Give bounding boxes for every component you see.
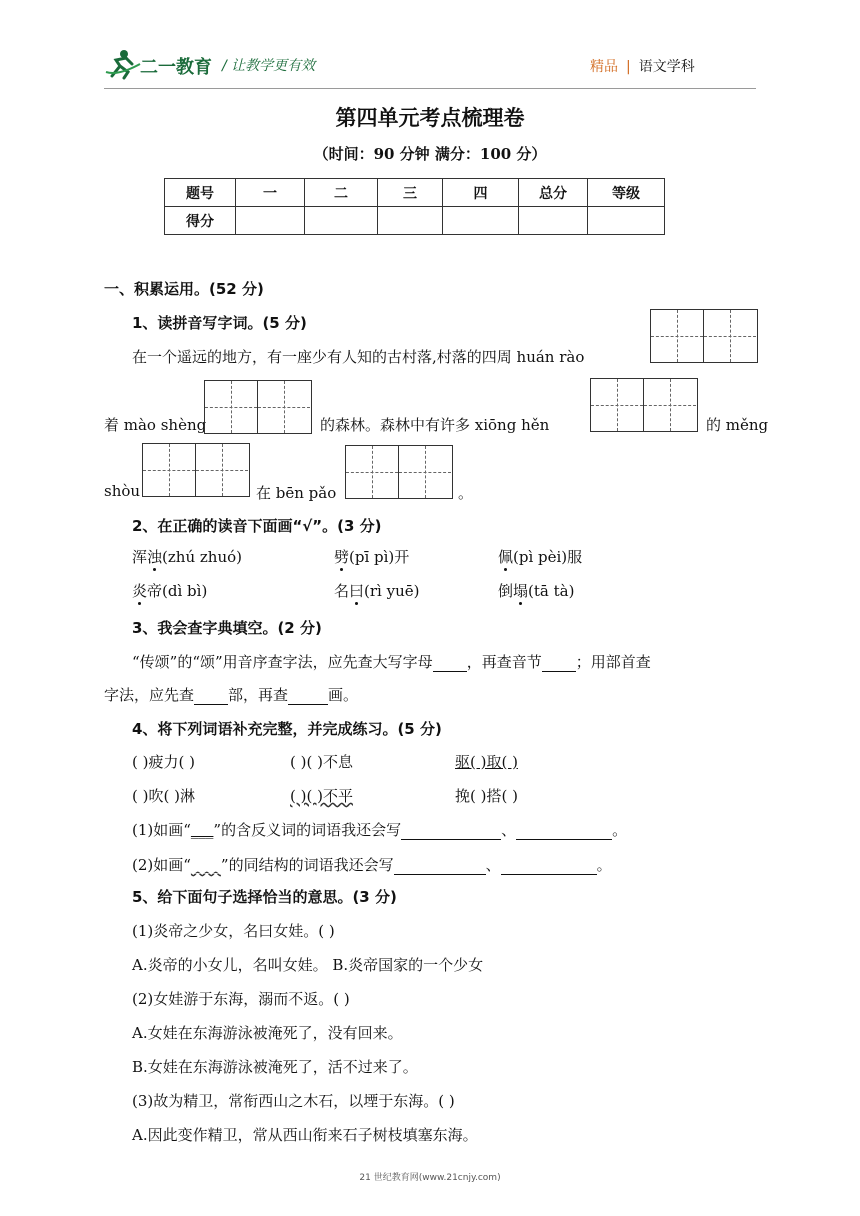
q4-text: ”的同结构的词语我还会写 — [220, 856, 394, 874]
table-cell: 三 — [378, 179, 443, 207]
char-dotted: 佩 — [498, 548, 514, 566]
page-footer: 21 世纪教育网(www.21cnjy.com) — [359, 1173, 501, 1183]
header-right — [590, 56, 695, 76]
q4-text: (2)如画“ — [132, 856, 191, 874]
q2-item[interactable] — [498, 546, 582, 567]
table-cell: 得分 — [165, 207, 236, 235]
question-1-title: 1、读拼音写字词。(5 分) — [132, 314, 307, 332]
q4-text: ”的含反义词的词语我还会写 — [213, 821, 402, 839]
pinyin-writing-grid[interactable] — [142, 443, 250, 497]
question-2-title: 2、在正确的读音下面画“√”。(3 分) — [132, 517, 382, 535]
pinyin-options: (pī pì)开 — [349, 548, 410, 566]
char-dotted: 炎 — [132, 582, 148, 600]
answer-blank[interactable] — [433, 653, 467, 672]
q2-item[interactable] — [132, 580, 207, 601]
running-man-icon — [106, 50, 140, 78]
q3-text: ；用部首查 — [575, 653, 651, 671]
q5-line: A.因此变作精卫，常从西山衔来石子树枝填塞东海。 — [132, 1126, 478, 1144]
q4-text: (1)如画“ — [132, 821, 191, 839]
q3-text: 部，再查 — [228, 686, 289, 704]
table-cell: 总分 — [519, 179, 588, 207]
char-dotted: 曰 — [349, 582, 365, 600]
q5-line: (2)女娃游于东海，溺而不返。( ) — [132, 990, 350, 1008]
idiom-blank-underlined[interactable]: 驱( )取( ) — [455, 753, 518, 771]
header-slogan: / 让教学更有效 — [222, 58, 316, 74]
char: 倒 — [498, 582, 514, 600]
pinyin-writing-grid[interactable] — [204, 380, 312, 434]
q2-item[interactable] — [334, 546, 409, 567]
q2-item[interactable] — [498, 580, 574, 601]
q1-line2-a: 着 mào shèng — [104, 416, 207, 434]
header-rule — [104, 88, 756, 89]
score-input-cell[interactable] — [236, 207, 305, 235]
q4-text: 、 — [501, 821, 517, 839]
idiom-blank[interactable]: ( )( )不息 — [290, 753, 353, 771]
char-dotted: 塌 — [513, 582, 529, 600]
q2-item[interactable] — [334, 580, 419, 601]
pinyin-writing-grid[interactable] — [650, 309, 758, 363]
question-4-title: 4、将下列词语补充完整，并完成练习。(5 分) — [132, 720, 442, 738]
answer-blank[interactable] — [501, 856, 597, 875]
q2-item[interactable] — [132, 546, 242, 567]
subject-label: 语文学科 — [638, 59, 695, 75]
section-heading: 一、积累运用。(52 分) — [104, 280, 264, 298]
idiom-blank[interactable]: 挽( )搭( ) — [455, 787, 518, 805]
score-input-cell[interactable] — [519, 207, 588, 235]
answer-blank[interactable] — [288, 686, 328, 705]
answer-blank[interactable] — [401, 821, 501, 840]
idiom-blank[interactable]: ( )疲力( ) — [132, 753, 195, 771]
answer-blank[interactable] — [394, 856, 486, 875]
q3-text: ，再查音节 — [466, 653, 542, 671]
logo-text: 二一教育 — [140, 57, 212, 78]
underline-mark: ___ — [190, 821, 214, 839]
q5-line: (3)故为精卫，常衔西山之木石，以堙于东海。( ) — [132, 1092, 455, 1110]
quality-label: 精品 — [590, 59, 618, 75]
q1-line2-b: 的森林。森林中有许多 xiōng hěn — [320, 416, 550, 434]
q5-line: A.炎帝的小女儿，名叫女娃。 B.炎帝国家的一个少女 — [132, 956, 484, 974]
q3-text: 字法，应先查 — [104, 686, 195, 704]
score-table-row — [165, 207, 665, 235]
score-input-cell[interactable] — [443, 207, 519, 235]
char: 帝 — [147, 582, 163, 600]
q3-text: 画。 — [328, 686, 359, 704]
score-table-header-row — [165, 179, 665, 207]
answer-blank[interactable] — [542, 653, 576, 672]
idiom-blank[interactable]: ( )吹( )淋 — [132, 787, 195, 805]
pinyin-options: (zhú zhuó) — [162, 548, 242, 566]
q5-line: (1)炎帝之少女，名曰女娃。( ) — [132, 922, 335, 940]
score-input-cell[interactable] — [378, 207, 443, 235]
score-input-cell[interactable] — [588, 207, 665, 235]
q1-line3-a: shòu — [104, 482, 141, 500]
table-cell: 四 — [443, 179, 519, 207]
page-subtitle: （时间：90 分钟 满分：100 分） — [313, 145, 547, 163]
q4-practice-2 — [132, 854, 612, 875]
pinyin-writing-grid[interactable] — [345, 445, 453, 499]
q3-text: “传颂”的“颂”用音序查字法，应先查大写字母 — [132, 653, 433, 671]
pinyin-options: (rì yuē) — [364, 582, 420, 600]
score-table — [164, 178, 665, 235]
char: 浑 — [132, 548, 148, 566]
q5-line: A.女娃在东海游泳被淹死了，没有回来。 — [132, 1024, 403, 1042]
pinyin-options: (pì pèi)服 — [513, 548, 583, 566]
char-dotted: 浊 — [147, 548, 163, 566]
q1-line2-c: 的 měng — [706, 416, 769, 434]
site-logo — [104, 46, 218, 82]
q1-line3-c: 。 — [458, 484, 474, 502]
q5-line: B.女娃在东海游泳被淹死了，活不过来了。 — [132, 1058, 418, 1076]
idiom-blank-wavy[interactable]: ( )( )不平 — [290, 787, 353, 805]
table-cell: 题号 — [165, 179, 236, 207]
q4-text: 。 — [596, 856, 612, 874]
table-cell: 一 — [236, 179, 305, 207]
q4-text: 。 — [612, 821, 628, 839]
score-input-cell[interactable] — [305, 207, 378, 235]
table-cell: 二 — [305, 179, 378, 207]
char: 名 — [334, 582, 350, 600]
question-3-title: 3、我会查字典填空。(2 分) — [132, 619, 322, 637]
table-cell: 等级 — [588, 179, 665, 207]
answer-blank[interactable] — [194, 686, 228, 705]
char-dotted: 劈 — [334, 548, 350, 566]
page-title: 第四单元考点梳理卷 — [335, 106, 525, 130]
q3-line1 — [132, 651, 651, 672]
pinyin-options: (dì bì) — [162, 582, 208, 600]
answer-blank[interactable] — [516, 821, 612, 840]
question-5-title: 5、给下面句子选择恰当的意思。(3 分) — [132, 888, 397, 906]
q1-line3-b: 在 bēn pǎo — [256, 484, 337, 502]
pinyin-options: (tā tà) — [528, 582, 575, 600]
wavy-mark: ____ — [190, 856, 221, 874]
header-separator: | — [626, 59, 631, 75]
q3-line2 — [104, 684, 358, 705]
q4-text: 、 — [485, 856, 501, 874]
q1-line1: 在一个遥远的地方，有一座少有人知的古村落,村落的四周 huán rào — [132, 348, 585, 366]
pinyin-writing-grid[interactable] — [590, 378, 698, 432]
q4-practice-1 — [132, 819, 627, 840]
